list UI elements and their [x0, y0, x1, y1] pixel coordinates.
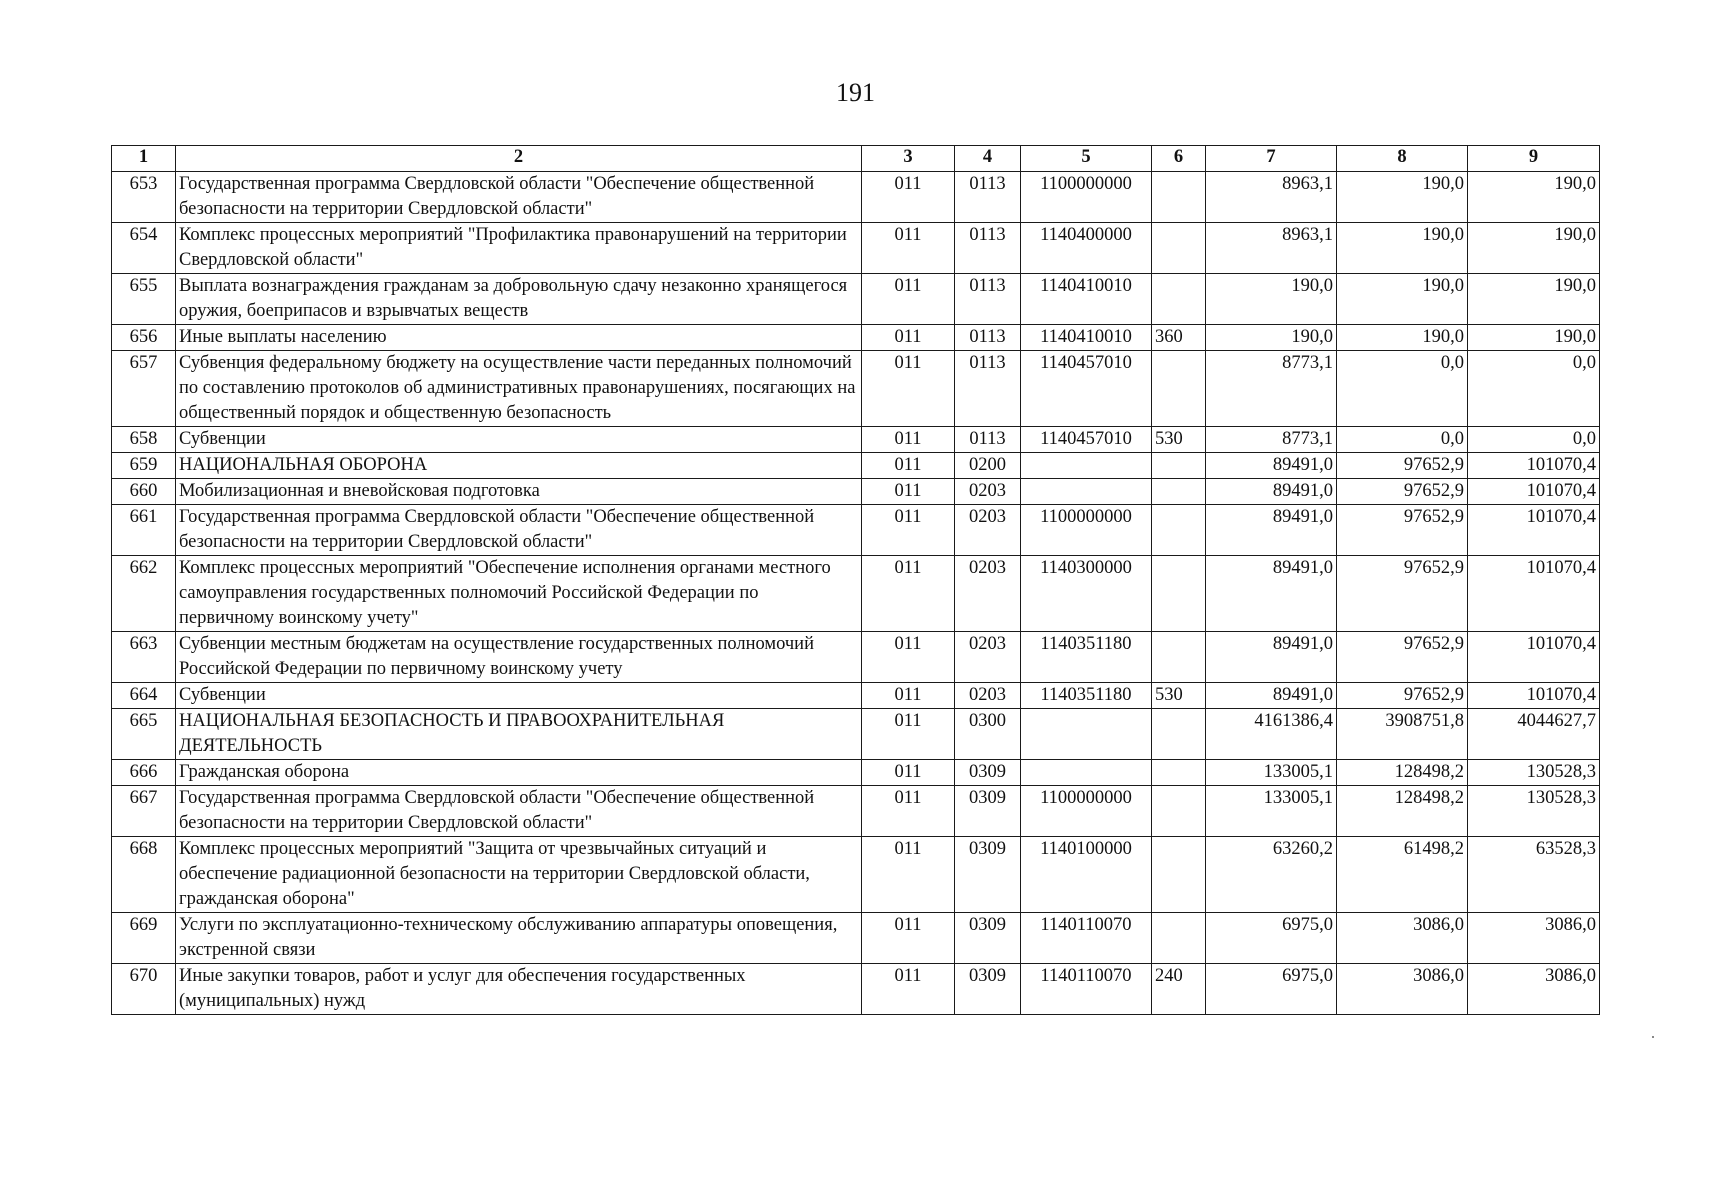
table-row — [112, 837, 1600, 913]
amount-year-3: 101070,4 — [1468, 479, 1600, 505]
amount-year-1: 8773,1 — [1206, 427, 1337, 453]
amount-year-1: 6975,0 — [1206, 964, 1337, 1015]
expense-type-code — [1152, 556, 1206, 632]
row-title: Комплекс процессных мероприятий "Обеспечение исполнения органами местного самоуправления государственных полномочий Российской Федерации по первичному воинскому учету" — [176, 556, 862, 632]
column-header: 5 — [1021, 146, 1152, 172]
amount-year-3: 190,0 — [1468, 172, 1600, 223]
table-row — [112, 632, 1600, 683]
target-article-code: 1140410010 — [1021, 325, 1152, 351]
row-number: 669 — [112, 913, 176, 964]
section-code: 0309 — [955, 786, 1021, 837]
chapter-code: 011 — [862, 786, 955, 837]
expense-type-code — [1152, 453, 1206, 479]
amount-year-3: 101070,4 — [1468, 556, 1600, 632]
row-title: Иные выплаты населению — [176, 325, 862, 351]
chapter-code: 011 — [862, 351, 955, 427]
row-title: НАЦИОНАЛЬНАЯ ОБОРОНА — [176, 453, 862, 479]
amount-year-3: 3086,0 — [1468, 913, 1600, 964]
amount-year-3: 3086,0 — [1468, 964, 1600, 1015]
amount-year-1: 8963,1 — [1206, 172, 1337, 223]
chapter-code: 011 — [862, 964, 955, 1015]
section-code: 0113 — [955, 351, 1021, 427]
section-code: 0300 — [955, 709, 1021, 760]
target-article-code: 1140300000 — [1021, 556, 1152, 632]
target-article-code: 1140457010 — [1021, 351, 1152, 427]
section-code: 0203 — [955, 479, 1021, 505]
row-title: Выплата вознаграждения гражданам за добровольную сдачу незаконно хранящегося оружия, боеприпасов и взрывчатых веществ — [176, 274, 862, 325]
amount-year-3: 4044627,7 — [1468, 709, 1600, 760]
chapter-code: 011 — [862, 913, 955, 964]
amount-year-2: 3908751,8 — [1337, 709, 1468, 760]
row-number: 658 — [112, 427, 176, 453]
chapter-code: 011 — [862, 632, 955, 683]
row-title: Государственная программа Свердловской области "Обеспечение общественной безопасности на территории Свердловской области" — [176, 172, 862, 223]
section-code: 0113 — [955, 427, 1021, 453]
target-article-code: 1140351180 — [1021, 632, 1152, 683]
row-number: 659 — [112, 453, 176, 479]
target-article-code: 1100000000 — [1021, 172, 1152, 223]
table-row — [112, 325, 1600, 351]
table-row — [112, 223, 1600, 274]
chapter-code: 011 — [862, 709, 955, 760]
row-title: Мобилизационная и вневойсковая подготовка — [176, 479, 862, 505]
amount-year-3: 0,0 — [1468, 351, 1600, 427]
target-article-code: 1140100000 — [1021, 837, 1152, 913]
row-number: 657 — [112, 351, 176, 427]
section-code: 0203 — [955, 556, 1021, 632]
section-code: 0113 — [955, 172, 1021, 223]
amount-year-1: 133005,1 — [1206, 786, 1337, 837]
row-number: 655 — [112, 274, 176, 325]
row-number: 664 — [112, 683, 176, 709]
section-code: 0309 — [955, 913, 1021, 964]
chapter-code: 011 — [862, 556, 955, 632]
page-number: 191 — [836, 78, 875, 107]
amount-year-2: 97652,9 — [1337, 479, 1468, 505]
amount-year-3: 190,0 — [1468, 274, 1600, 325]
row-title: НАЦИОНАЛЬНАЯ БЕЗОПАСНОСТЬ И ПРАВООХРАНИТЕЛЬНАЯ ДЕЯТЕЛЬНОСТЬ — [176, 709, 862, 760]
table-row — [112, 351, 1600, 427]
row-number: 653 — [112, 172, 176, 223]
expense-type-code — [1152, 274, 1206, 325]
chapter-code: 011 — [862, 505, 955, 556]
row-number: 666 — [112, 760, 176, 786]
expense-type-code — [1152, 351, 1206, 427]
amount-year-1: 63260,2 — [1206, 837, 1337, 913]
table-header-row — [112, 146, 1600, 172]
target-article-code: 1100000000 — [1021, 786, 1152, 837]
row-number: 663 — [112, 632, 176, 683]
amount-year-2: 190,0 — [1337, 325, 1468, 351]
target-article-code: 1100000000 — [1021, 505, 1152, 556]
chapter-code: 011 — [862, 325, 955, 351]
amount-year-2: 97652,9 — [1337, 556, 1468, 632]
amount-year-1: 133005,1 — [1206, 760, 1337, 786]
amount-year-2: 97652,9 — [1337, 453, 1468, 479]
row-number: 667 — [112, 786, 176, 837]
expense-type-code — [1152, 479, 1206, 505]
target-article-code: 1140400000 — [1021, 223, 1152, 274]
expense-type-code: 530 — [1152, 683, 1206, 709]
amount-year-3: 101070,4 — [1468, 683, 1600, 709]
section-code: 0200 — [955, 453, 1021, 479]
table-row — [112, 427, 1600, 453]
amount-year-3: 130528,3 — [1468, 760, 1600, 786]
chapter-code: 011 — [862, 479, 955, 505]
expense-type-code — [1152, 223, 1206, 274]
amount-year-2: 190,0 — [1337, 223, 1468, 274]
amount-year-1: 89491,0 — [1206, 683, 1337, 709]
table-row — [112, 453, 1600, 479]
amount-year-1: 89491,0 — [1206, 632, 1337, 683]
column-header: 9 — [1468, 146, 1600, 172]
section-code: 0203 — [955, 632, 1021, 683]
row-number: 660 — [112, 479, 176, 505]
row-title: Государственная программа Свердловской области "Обеспечение общественной безопасности на территории Свердловской области" — [176, 505, 862, 556]
amount-year-2: 128498,2 — [1337, 760, 1468, 786]
amount-year-2: 128498,2 — [1337, 786, 1468, 837]
row-title: Гражданская оборона — [176, 760, 862, 786]
section-code: 0113 — [955, 274, 1021, 325]
section-code: 0309 — [955, 760, 1021, 786]
table-row — [112, 709, 1600, 760]
amount-year-1: 190,0 — [1206, 274, 1337, 325]
chapter-code: 011 — [862, 274, 955, 325]
table-row — [112, 274, 1600, 325]
row-title: Государственная программа Свердловской области "Обеспечение общественной безопасности на территории Свердловской области" — [176, 786, 862, 837]
section-code: 0113 — [955, 325, 1021, 351]
row-title: Субвенция федеральному бюджету на осуществление части переданных полномочий по составлению протоколов об административных правонарушениях, посягающих на общественный порядок и общественную безопасность — [176, 351, 862, 427]
amount-year-1: 89491,0 — [1206, 505, 1337, 556]
target-article-code: 1140410010 — [1021, 274, 1152, 325]
budget-table — [111, 145, 1600, 1015]
target-article-code: 1140110070 — [1021, 913, 1152, 964]
expense-type-code: 530 — [1152, 427, 1206, 453]
section-code: 0309 — [955, 837, 1021, 913]
row-number: 662 — [112, 556, 176, 632]
expense-type-code: 240 — [1152, 964, 1206, 1015]
amount-year-3: 190,0 — [1468, 325, 1600, 351]
row-title: Субвенции — [176, 427, 862, 453]
table-row — [112, 683, 1600, 709]
table-row — [112, 505, 1600, 556]
section-code: 0203 — [955, 505, 1021, 556]
expense-type-code — [1152, 837, 1206, 913]
target-article-code: 1140457010 — [1021, 427, 1152, 453]
amount-year-1: 89491,0 — [1206, 556, 1337, 632]
amount-year-1: 4161386,4 — [1206, 709, 1337, 760]
amount-year-2: 0,0 — [1337, 351, 1468, 427]
table-row — [112, 760, 1600, 786]
chapter-code: 011 — [862, 172, 955, 223]
row-number: 656 — [112, 325, 176, 351]
target-article-code — [1021, 709, 1152, 760]
column-header: 4 — [955, 146, 1021, 172]
amount-year-1: 8963,1 — [1206, 223, 1337, 274]
chapter-code: 011 — [862, 760, 955, 786]
table-row — [112, 913, 1600, 964]
row-number: 670 — [112, 964, 176, 1015]
amount-year-3: 63528,3 — [1468, 837, 1600, 913]
scan-speck — [1652, 1036, 1654, 1038]
expense-type-code — [1152, 760, 1206, 786]
target-article-code: 1140110070 — [1021, 964, 1152, 1015]
row-number: 668 — [112, 837, 176, 913]
chapter-code: 011 — [862, 223, 955, 274]
amount-year-2: 190,0 — [1337, 274, 1468, 325]
amount-year-1: 89491,0 — [1206, 453, 1337, 479]
section-code: 0113 — [955, 223, 1021, 274]
column-header: 3 — [862, 146, 955, 172]
expense-type-code — [1152, 172, 1206, 223]
chapter-code: 011 — [862, 453, 955, 479]
chapter-code: 011 — [862, 427, 955, 453]
amount-year-3: 0,0 — [1468, 427, 1600, 453]
amount-year-2: 3086,0 — [1337, 964, 1468, 1015]
row-title: Комплекс процессных мероприятий "Защита от чрезвычайных ситуаций и обеспечение радиационной безопасности на территории Свердловской области, гражданская оборона" — [176, 837, 862, 913]
target-article-code — [1021, 760, 1152, 786]
chapter-code: 011 — [862, 837, 955, 913]
column-header: 8 — [1337, 146, 1468, 172]
column-header: 1 — [112, 146, 176, 172]
expense-type-code — [1152, 632, 1206, 683]
row-title: Субвенции местным бюджетам на осуществление государственных полномочий Российской Федерации по первичному воинскому учету — [176, 632, 862, 683]
column-header: 7 — [1206, 146, 1337, 172]
table-row — [112, 556, 1600, 632]
amount-year-1: 6975,0 — [1206, 913, 1337, 964]
row-number: 665 — [112, 709, 176, 760]
amount-year-2: 0,0 — [1337, 427, 1468, 453]
amount-year-2: 3086,0 — [1337, 913, 1468, 964]
table-row — [112, 964, 1600, 1015]
amount-year-2: 190,0 — [1337, 172, 1468, 223]
expense-type-code — [1152, 505, 1206, 556]
target-article-code — [1021, 453, 1152, 479]
row-number: 661 — [112, 505, 176, 556]
table-row — [112, 786, 1600, 837]
amount-year-1: 89491,0 — [1206, 479, 1337, 505]
amount-year-2: 61498,2 — [1337, 837, 1468, 913]
target-article-code — [1021, 479, 1152, 505]
row-title: Иные закупки товаров, работ и услуг для обеспечения государственных (муниципальных) нужд — [176, 964, 862, 1015]
amount-year-1: 190,0 — [1206, 325, 1337, 351]
expense-type-code: 360 — [1152, 325, 1206, 351]
amount-year-3: 101070,4 — [1468, 453, 1600, 479]
target-article-code: 1140351180 — [1021, 683, 1152, 709]
row-title: Комплекс процессных мероприятий "Профилактика правонарушений на территории Свердловской области" — [176, 223, 862, 274]
column-header: 2 — [176, 146, 862, 172]
amount-year-2: 97652,9 — [1337, 683, 1468, 709]
amount-year-2: 97652,9 — [1337, 632, 1468, 683]
amount-year-3: 130528,3 — [1468, 786, 1600, 837]
table-row — [112, 172, 1600, 223]
row-title: Услуги по эксплуатационно-техническому обслуживанию аппаратуры оповещения, экстренной связи — [176, 913, 862, 964]
expense-type-code — [1152, 709, 1206, 760]
section-code: 0203 — [955, 683, 1021, 709]
section-code: 0309 — [955, 964, 1021, 1015]
table-row — [112, 479, 1600, 505]
expense-type-code — [1152, 913, 1206, 964]
amount-year-3: 101070,4 — [1468, 505, 1600, 556]
chapter-code: 011 — [862, 683, 955, 709]
amount-year-2: 97652,9 — [1337, 505, 1468, 556]
table-body — [112, 172, 1600, 1015]
column-header: 6 — [1152, 146, 1206, 172]
amount-year-1: 8773,1 — [1206, 351, 1337, 427]
row-title: Субвенции — [176, 683, 862, 709]
row-number: 654 — [112, 223, 176, 274]
amount-year-3: 190,0 — [1468, 223, 1600, 274]
expense-type-code — [1152, 786, 1206, 837]
amount-year-3: 101070,4 — [1468, 632, 1600, 683]
